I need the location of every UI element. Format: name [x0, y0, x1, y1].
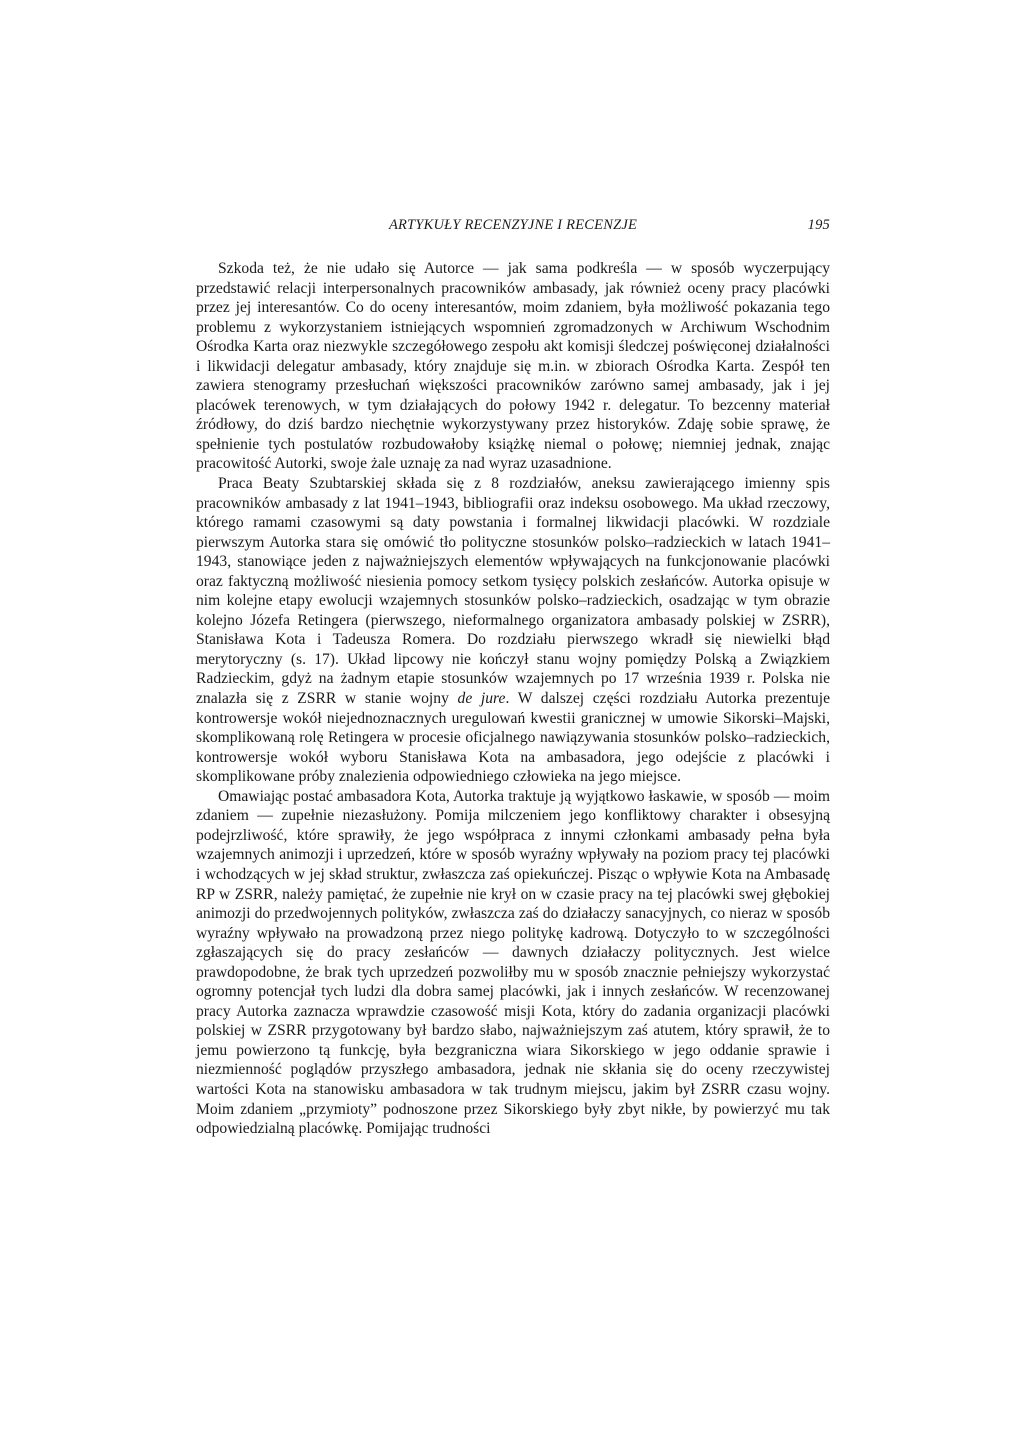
running-title: ARTYKUŁY RECENZYJNE I RECENZJE: [388, 217, 638, 233]
running-header: [196, 213, 830, 239]
paragraph-2-text-a: Praca Beaty Szubtarskiej składa się z 8 rozdziałów, aneksu zawierającego imienny spis pracowników ambasady z lat 1941–1943, bibliografii oraz indeksu osobowego. Ma układ rzeczowy, którego ramami czasowymi są daty powstania i formalnej likwidacji placówki. W rozdziale pierwszym Autorka stara się omówić tło polityczne stosunków polsko–radzieckich w latach 1941–1943, stanowiące jeden z najważniejszych elementów wpływających na funkcjonowanie placówki oraz faktyczną możliwość niesienia pomocy setkom tysięcy polskich zesłańców. Autorka opisuje w nim kolejne etapy ewolucji wzajemnych stosunków polsko–radzieckich, osadzając w tym obrazie kolejno Józefa Retingera (pierwszego, nieformalnego organizatora ambasady polskiej w ZSRR), Stanisława Kota i Tadeusza Romera. Do rozdziału pierwszego wkradł się niewielki błąd merytoryczny (s. 17). Układ lipcowy nie kończył stanu wojny pomiędzy Polską a Związkiem Radzieckim, gdyż na żadnym etapie stosunków wzajemnych po 17 września 1939 r. Polska nie znalazła się z ZSRR w stanie wojny: [196, 475, 830, 708]
article-body: [196, 259, 830, 1139]
document-page: [196, 213, 830, 1139]
paragraph-2-italic-term: de jure: [457, 690, 506, 708]
paragraph-2-text-b: . W dalszej części rozdziału Autorka prezentuje kontrowersje wokół niejednoznacznych uregulowań kwestii granicznej w umowie Sikorski–Majski, skomplikowaną rolę Retingera w procesie oficjalnego nawiązywania stosunków polsko–radzieckich, kontrowersje wokół wyboru Stanisława Kota na ambasadora, jego odejście z placówki i skomplikowane próby znalezienia odpowiedniego człowieka na jego miejsce.: [196, 690, 830, 786]
paragraph-3: Omawiając postać ambasadora Kota, Autorka traktuje ją wyjątkowo łaskawie, w sposób — moim zdaniem — zupełnie niezasłużony. Pomija milczeniem jego konfliktowy charakter i obsesyjną podejrzliwość, które sprawiły, że jego współpraca z innymi członkami ambasady pełna była wzajemnych animozji i uprzedzeń, które w sposób wyraźny wpływały na poziom pracy tej placówki i wchodzących w jej skład struktur, zwłaszcza zaś opiekuńczej. Pisząc o wpływie Kota na Ambasadę RP w ZSRR, należy pamiętać, że zupełnie nie krył on w czasie pracy na tej placówki swej głębokiej animozji do przedwojennych polityków, zwłaszcza zaś do działaczy sanacyjnych, co nieraz w sposób wyraźny wpływało na prowadzoną przez niego politykę kadrową. Dotyczyło to w szczególności zgłaszających się do pracy zesłańców — dawnych działaczy politycznych. Jest wielce prawdopodobne, że brak tych uprzedzeń pozwoliłby mu w sposób znacznie pełniejszy wykorzystać ogromny potencjał tych ludzi dla dobra samej placówki, jak i innych zesłańców. W recenzowanej pracy Autorka zaznacza wprawdzie czasowość misji Kota, który do zadania organizacji placówki polskiej w ZSRR przygotowany był bardzo słabo, najważniejszym zaś atutem, który sprawił, że to jemu powierzono tą funkcję, była bezgraniczna wiara Sikorskiego w jego oddanie sprawie i niezmienność poglądów przyszłego ambasadora, jednak nie skłania się do oceny rzeczywistej wartości Kota na stanowisku ambasadora w tak trudnym miejscu, jakim był ZSRR czasu wojny. Moim zdaniem „przymioty” podnoszone przez Sikorskiego były zbyt nikłe, by powierzyć mu tak odpowiedzialną placówkę. Pomijając trudności: [196, 787, 830, 1138]
page-number: 195: [807, 217, 830, 233]
paragraph-1: Szkoda też, że nie udało się Autorce — jak sama podkreśla — w sposób wyczerpujący przedstawić relacji interpersonalnych pracowników ambasady, jak również oceny pracy placówki przez jej interesantów. Co do oceny interesantów, moim zdaniem, była możliwość pokazania tego problemu z wykorzystaniem istniejących wspomnień zgromadzonych w Archiwum Wschodnim Ośrodka Karta oraz niezwykle szczegółowego zespołu akt komisji śledczej poświęconej działalności i likwidacji delegatur ambasady, który znajduje się m.in. w zbiorach Ośrodka Karta. Zespół ten zawiera stenogramy przesłuchań większości pracowników zarówno samej ambasady, jak i jej placówek terenowych, w tym działających do połowy 1942 r. delegatur. To bezcenny materiał źródłowy, do dziś bardzo niechętnie wykorzystywany przez historyków. Zdaję sobie sprawę, że spełnienie tych postulatów rozbudowałoby książkę niemal o połowę; niemniej jednak, znając pracowitość Autorki, swoje żale uznaję za nad wyraz uzasadnione.: [196, 260, 830, 473]
paragraph-2: [196, 474, 830, 787]
